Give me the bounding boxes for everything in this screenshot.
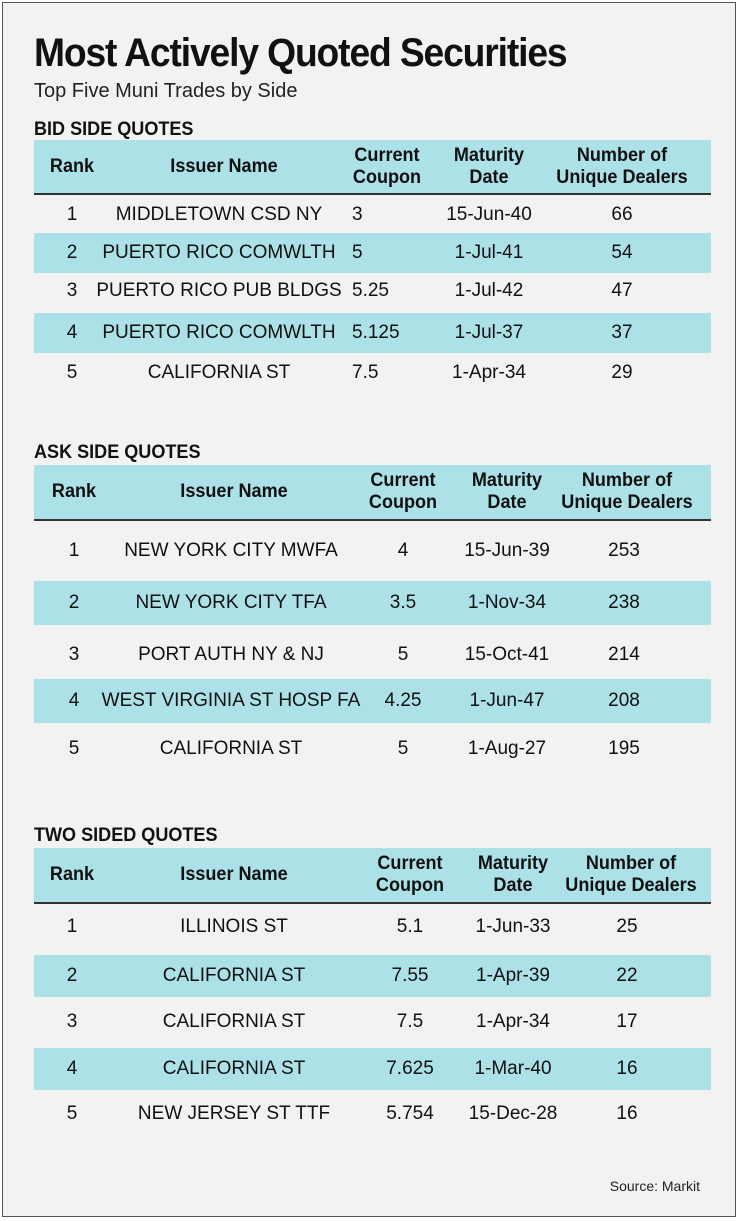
column-header-unique-dealers: [546, 140, 698, 193]
cell-maturity-date: 15-Dec-28: [468, 1103, 558, 1124]
cell-maturity-date: 1-Jun-47: [469, 690, 545, 711]
table-row: [34, 581, 711, 625]
column-header-current-coupon: [355, 465, 452, 519]
cell-issuer-name: ILLINOIS ST: [180, 916, 288, 937]
cell-unique-dealers: 66: [611, 204, 633, 225]
infographic-panel: [2, 2, 736, 1217]
section-title-two-sided-quotes: TWO SIDED QUOTES: [34, 825, 218, 846]
table-row: [34, 679, 711, 723]
table-row: [34, 195, 711, 235]
cell-rank: 2: [68, 592, 80, 613]
cell-current-coupon: 5.754: [386, 1103, 434, 1124]
cell-issuer-name: NEW YORK CITY TFA: [135, 592, 327, 613]
cell-rank: 1: [68, 540, 80, 561]
cell-current-coupon: 7.5: [352, 362, 379, 383]
table-header-row: [34, 848, 711, 904]
column-header-issuer-name: [120, 848, 348, 902]
table-row: [34, 353, 711, 393]
cell-unique-dealers: 47: [611, 280, 633, 301]
cell-unique-dealers: 22: [616, 965, 638, 986]
cell-unique-dealers: 238: [608, 592, 640, 613]
cell-rank: 4: [68, 690, 80, 711]
column-header-rank: [36, 465, 112, 519]
cell-rank: 3: [66, 1011, 78, 1032]
column-header-text: Issuer Name: [180, 481, 288, 502]
cell-maturity-date: 1-Aug-27: [467, 738, 547, 759]
cell-current-coupon: 7.5: [396, 1011, 424, 1032]
column-header-text: Number of Unique Dealers: [565, 853, 697, 896]
column-header-text: Current Coupon: [368, 470, 438, 513]
table-row: [34, 906, 711, 948]
column-header-text: Rank: [51, 481, 97, 502]
column-header-issuer-name: [120, 465, 348, 519]
cell-unique-dealers: 214: [608, 644, 640, 665]
cell-issuer-name: CALIFORNIA ST: [159, 738, 303, 759]
column-header-text: Number of Unique Dealers: [556, 144, 688, 188]
cell-current-coupon: 4: [397, 540, 409, 561]
column-header-text: Current Coupon: [352, 144, 422, 188]
cell-rank: 5: [68, 738, 80, 759]
cell-rank: 5: [66, 362, 78, 383]
cell-issuer-name: CALIFORNIA ST: [147, 362, 291, 383]
table-row: [34, 529, 711, 573]
cell-maturity-date: 1-Apr-34: [476, 1011, 550, 1032]
cell-current-coupon: 3.5: [389, 592, 417, 613]
cell-rank: 5: [66, 1103, 78, 1124]
cell-unique-dealers: 29: [611, 362, 633, 383]
column-header-current-coupon: [363, 848, 458, 902]
cell-issuer-name: PUERTO RICO COMWLTH: [102, 242, 336, 263]
column-header-rank: [36, 140, 108, 193]
cell-current-coupon: 5: [397, 644, 409, 665]
cell-maturity-date: 1-Nov-34: [467, 592, 547, 613]
column-header-maturity-date: [437, 140, 542, 193]
cell-current-coupon: 5: [397, 738, 409, 759]
column-header-issuer-name: [115, 140, 334, 193]
cell-rank: 1: [66, 916, 78, 937]
column-header-text: Maturity Date: [471, 470, 543, 513]
table-header-row: [34, 140, 711, 195]
table-row: [34, 1001, 711, 1043]
cell-maturity-date: 1-Apr-39: [476, 965, 550, 986]
cell-issuer-name: CALIFORNIA ST: [162, 1011, 306, 1032]
cell-maturity-date: 15-Jun-40: [446, 204, 532, 225]
cell-rank: 3: [68, 644, 80, 665]
cell-issuer-name: PORT AUTH NY & NJ: [138, 644, 324, 665]
table-row: [34, 233, 711, 273]
column-header-maturity-date: [455, 465, 560, 519]
column-header-maturity-date: [461, 848, 566, 902]
column-header-text: Current Coupon: [375, 853, 445, 896]
cell-maturity-date: 1-Jul-37: [454, 322, 524, 343]
cell-current-coupon: 5.125: [352, 322, 400, 343]
page-subtitle: Top Five Muni Trades by Side: [34, 80, 298, 102]
cell-maturity-date: 1-Jun-33: [475, 916, 551, 937]
cell-current-coupon: 5.1: [396, 916, 424, 937]
cell-issuer-name: NEW YORK CITY MWFA: [124, 540, 338, 561]
column-header-text: Number of Unique Dealers: [561, 470, 693, 513]
table-row: [34, 271, 711, 311]
cell-issuer-name: CALIFORNIA ST: [162, 1058, 306, 1079]
table-row: [34, 633, 711, 677]
cell-rank: 4: [66, 322, 78, 343]
cell-rank: 3: [66, 280, 78, 301]
column-header-text: Issuer Name: [180, 864, 288, 885]
table-row: [34, 1048, 711, 1090]
cell-unique-dealers: 208: [608, 690, 640, 711]
column-header-current-coupon: [337, 140, 438, 193]
cell-rank: 2: [66, 965, 78, 986]
cell-current-coupon: 7.55: [391, 965, 429, 986]
cell-maturity-date: 1-Jul-42: [454, 280, 524, 301]
column-header-text: Rank: [49, 864, 95, 885]
source-note: Source: Markit: [609, 1178, 700, 1194]
column-header-rank: [36, 848, 108, 902]
cell-maturity-date: 15-Jun-39: [464, 540, 550, 561]
cell-current-coupon: 7.625: [386, 1058, 434, 1079]
cell-maturity-date: 1-Apr-34: [452, 362, 526, 383]
table-row: [34, 727, 711, 771]
cell-current-coupon: 3: [352, 204, 363, 225]
cell-current-coupon: 5: [352, 242, 363, 263]
cell-current-coupon: 4.25: [384, 690, 422, 711]
section-title-bid-side-quotes: BID SIDE QUOTES: [34, 119, 194, 140]
column-header-text: Rank: [49, 155, 95, 177]
cell-unique-dealers: 16: [616, 1058, 638, 1079]
column-header-unique-dealers: [560, 848, 703, 902]
cell-issuer-name: NEW JERSEY ST TTF: [137, 1103, 331, 1124]
cell-rank: 4: [66, 1058, 78, 1079]
page-title: Most Actively Quoted Securities: [34, 31, 567, 75]
column-header-text: Maturity Date: [453, 144, 525, 188]
column-header-unique-dealers: [556, 465, 699, 519]
column-header-text: Maturity Date: [477, 853, 549, 896]
cell-unique-dealers: 253: [608, 540, 640, 561]
cell-maturity-date: 1-Mar-40: [474, 1058, 552, 1079]
cell-issuer-name: PUERTO RICO PUB BLDGS: [96, 280, 342, 301]
cell-rank: 1: [66, 204, 78, 225]
section-title-ask-side-quotes: ASK SIDE QUOTES: [34, 442, 201, 463]
cell-issuer-name: CALIFORNIA ST: [162, 965, 306, 986]
column-header-text: Issuer Name: [170, 155, 278, 177]
cell-issuer-name: PUERTO RICO COMWLTH: [102, 322, 336, 343]
cell-unique-dealers: 195: [608, 738, 640, 759]
table-row: [34, 955, 711, 997]
cell-issuer-name: MIDDLETOWN CSD NY: [115, 204, 323, 225]
cell-unique-dealers: 16: [616, 1103, 638, 1124]
cell-unique-dealers: 54: [611, 242, 633, 263]
cell-unique-dealers: 17: [616, 1011, 638, 1032]
table-row: [34, 313, 711, 353]
table-header-row: [34, 465, 711, 521]
cell-rank: 2: [66, 242, 78, 263]
cell-current-coupon: 5.25: [352, 280, 389, 301]
cell-issuer-name: WEST VIRGINIA ST HOSP FA: [101, 690, 361, 711]
cell-maturity-date: 15-Oct-41: [464, 644, 550, 665]
cell-unique-dealers: 37: [611, 322, 633, 343]
cell-maturity-date: 1-Jul-41: [454, 242, 524, 263]
cell-unique-dealers: 25: [616, 916, 638, 937]
table-row: [34, 1093, 711, 1135]
